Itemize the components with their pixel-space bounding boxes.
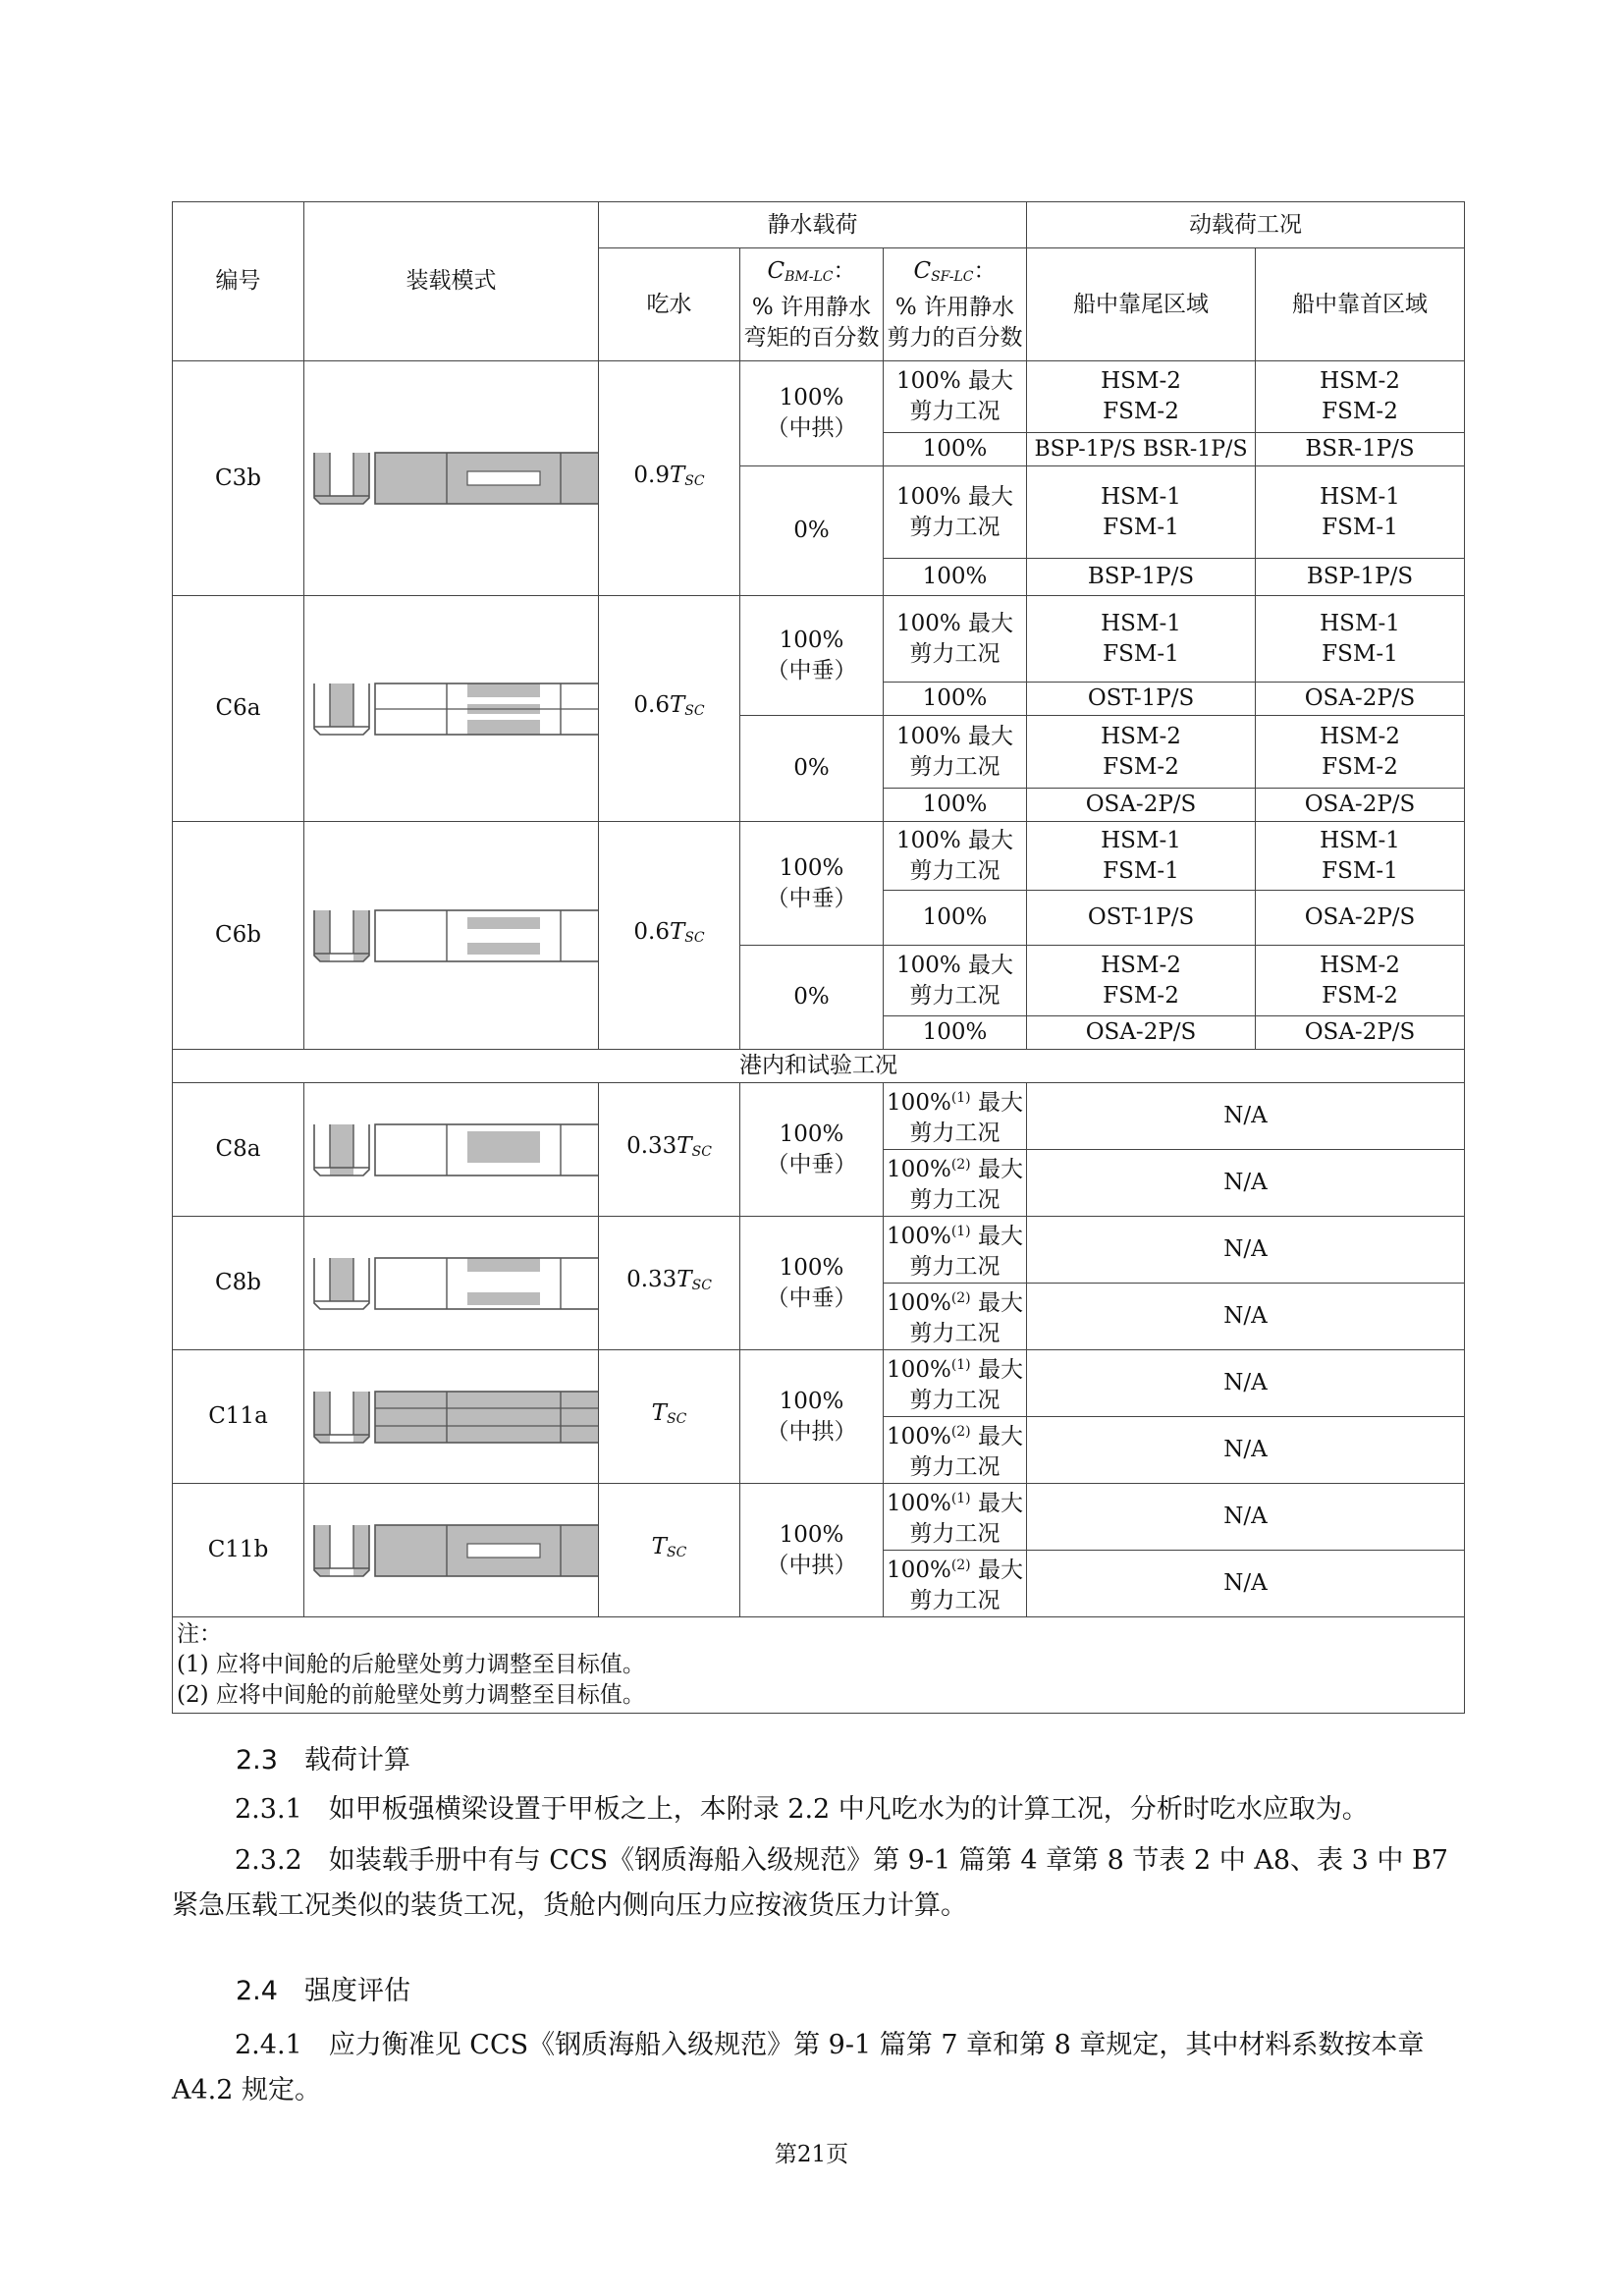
fore-cell: HSM-1 FSM-1	[1256, 466, 1465, 559]
sf-cell: 100%$^{(1)}$ 最大 剪力工况	[884, 1083, 1027, 1150]
sf-cell: 100% 最大剪力工况	[884, 596, 1027, 683]
loading-pattern-c6b	[304, 822, 599, 1050]
sf-cell: 100% 最大剪力工况	[884, 361, 1027, 433]
na-cell: N/A	[1027, 1551, 1465, 1617]
case-id: C6b	[173, 822, 304, 1050]
na-cell: N/A	[1027, 1417, 1465, 1484]
sf-cell: 100%$^{(2)}$ 最大 剪力工况	[884, 1417, 1027, 1484]
aft-cell: HSM-1 FSM-1	[1027, 822, 1256, 891]
note-1: (1) 应将中间舱的后舱壁处剪力调整至目标值。	[177, 1652, 645, 1677]
loading-pattern-diagram	[306, 907, 599, 964]
fore-cell: OSA-2P/S	[1256, 1016, 1465, 1050]
case-id: C8a	[173, 1083, 304, 1217]
aft-cell: HSM-2 FSM-2	[1027, 716, 1256, 789]
sf-cell: 100%$^{(2)}$ 最大 剪力工况	[884, 1551, 1027, 1617]
draft-cell: $T_{SC}$	[599, 1484, 740, 1617]
bm-cell: 100% （中拱）	[740, 1484, 884, 1617]
header-cbm: $C_{BM-LC}$： % 许用静水弯矩的百分数	[740, 248, 884, 361]
na-cell: N/A	[1027, 1083, 1465, 1150]
header-static: 静水载荷	[599, 202, 1027, 248]
draft-cell: $T_{SC}$	[599, 1350, 740, 1484]
loading-pattern-c8a	[304, 1083, 599, 1217]
table-notes	[173, 1617, 1465, 1714]
fore-cell: HSM-2 FSM-2	[1256, 716, 1465, 789]
fore-cell: HSM-2 FSM-2	[1256, 361, 1465, 433]
aft-cell: BSP-1P/S BSR-1P/S	[1027, 433, 1256, 466]
na-cell: N/A	[1027, 1150, 1465, 1217]
aft-cell: HSM-1 FSM-1	[1027, 596, 1256, 683]
header-fore: 船中靠首区域	[1256, 248, 1465, 361]
aft-cell: OSA-2P/S	[1027, 1016, 1256, 1050]
loading-pattern-c6a	[304, 596, 599, 822]
na-cell: N/A	[1027, 1350, 1465, 1417]
page-number: 第21页	[774, 2142, 849, 2167]
aft-cell: OSA-2P/S	[1027, 789, 1256, 822]
harbour-title: 港内和试验工况	[173, 1050, 1465, 1083]
draft-cell: $0.6T_{SC}$	[599, 596, 740, 822]
loading-pattern-c11a	[304, 1350, 599, 1484]
section-2-3-title: 2.3 载荷计算	[236, 1745, 410, 1776]
bm-cell: 100% （中垂）	[740, 822, 884, 946]
sf-cell: 100%$^{(1)}$ 最大 剪力工况	[884, 1350, 1027, 1417]
sf-cell: 100%	[884, 789, 1027, 822]
case-id: C11b	[173, 1484, 304, 1617]
sf-cell: 100%$^{(1)}$ 最大 剪力工况	[884, 1484, 1027, 1551]
sf-cell: 100%	[884, 891, 1027, 946]
loading-conditions-table	[172, 201, 1465, 1714]
header-csf: $C_{SF-LC}$： % 许用静水剪力的百分数	[884, 248, 1027, 361]
section-2-4-title: 2.4 强度评估	[236, 1976, 410, 2006]
fore-cell: OSA-2P/S	[1256, 789, 1465, 822]
paragraph-2-3-2: 2.3.2 如装载手册中有与 CCS《钢质海船入级规范》第 9-1 篇第 4 章第 8 节表 2 中 A8、表 3 中 B7 紧急压载工况类似的装货工况，货舱内侧向压力应按液货压力计算。	[172, 1845, 1448, 1921]
sf-cell: 100%$^{(2)}$ 最大 剪力工况	[884, 1284, 1027, 1350]
na-cell: N/A	[1027, 1484, 1465, 1551]
paragraph-2-3-1: 2.3.1 如甲板强横梁设置于甲板之上，本附录 2.2 中凡吃水为的计算工况，分析时吃水应取为。	[235, 1794, 1369, 1825]
fore-cell: HSM-2 FSM-2	[1256, 946, 1465, 1016]
header-draft: 吃水	[599, 248, 740, 361]
bm-cell: 100% （中垂）	[740, 596, 884, 716]
loading-pattern-diagram	[306, 1255, 599, 1312]
bm-cell: 100% （中垂）	[740, 1083, 884, 1217]
loading-pattern-diagram	[306, 681, 599, 738]
aft-cell: OST-1P/S	[1027, 683, 1256, 716]
sf-cell: 100% 最大剪力工况	[884, 946, 1027, 1016]
header-dynamic: 动载荷工况	[1027, 202, 1465, 248]
fore-cell: OSA-2P/S	[1256, 683, 1465, 716]
fore-cell: BSP-1P/S	[1256, 559, 1465, 596]
header-aft: 船中靠尾区域	[1027, 248, 1256, 361]
aft-cell: BSP-1P/S	[1027, 559, 1256, 596]
sf-cell: 100% 最大剪力工况	[884, 822, 1027, 891]
bm-cell: 0%	[740, 466, 884, 596]
sf-cell: 100%$^{(1)}$ 最大 剪力工况	[884, 1217, 1027, 1284]
header-mode: 装载模式	[304, 202, 599, 361]
bm-cell: 100% （中垂）	[740, 1217, 884, 1350]
draft-cell: $0.33T_{SC}$	[599, 1217, 740, 1350]
sf-cell: 100% 最大剪力工况	[884, 466, 1027, 559]
aft-cell: OST-1P/S	[1027, 891, 1256, 946]
loading-pattern-c8b	[304, 1217, 599, 1350]
sf-cell: 100%	[884, 1016, 1027, 1050]
bm-cell: 100% （中拱）	[740, 1350, 884, 1484]
fore-cell: OSA-2P/S	[1256, 891, 1465, 946]
aft-cell: HSM-2 FSM-2	[1027, 361, 1256, 433]
loading-pattern-c3b	[304, 361, 599, 596]
na-cell: N/A	[1027, 1217, 1465, 1284]
draft-cell: $0.6T_{SC}$	[599, 822, 740, 1050]
sf-cell: 100% 最大剪力工况	[884, 716, 1027, 789]
case-id: C11a	[173, 1350, 304, 1484]
sf-cell: 100%	[884, 683, 1027, 716]
case-id: C6a	[173, 596, 304, 822]
draft-cell: $0.9T_{SC}$	[599, 361, 740, 596]
fore-cell: HSM-1 FSM-1	[1256, 822, 1465, 891]
case-id: C3b	[173, 361, 304, 596]
sf-cell: 100%	[884, 559, 1027, 596]
notes-title: 注：	[177, 1621, 222, 1647]
loading-pattern-c11b	[304, 1484, 599, 1617]
header-id: 编号	[173, 202, 304, 361]
na-cell: N/A	[1027, 1284, 1465, 1350]
loading-pattern-diagram	[306, 450, 599, 507]
bm-cell: 0%	[740, 716, 884, 822]
note-2: (2) 应将中间舱的前舱壁处剪力调整至目标值。	[177, 1682, 645, 1708]
case-id: C8b	[173, 1217, 304, 1350]
fore-cell: HSM-1 FSM-1	[1256, 596, 1465, 683]
loading-pattern-diagram	[306, 1389, 599, 1446]
loading-pattern-diagram	[306, 1121, 599, 1178]
sf-cell: 100%	[884, 433, 1027, 466]
paragraph-2-4-1: 2.4.1 应力衡准见 CCS《钢质海船入级规范》第 9-1 篇第 7 章和第 8 章规定，其中材料系数按本章 A4.2 规定。	[172, 2030, 1425, 2105]
aft-cell: HSM-2 FSM-2	[1027, 946, 1256, 1016]
aft-cell: HSM-1 FSM-1	[1027, 466, 1256, 559]
sf-cell: 100%$^{(2)}$ 最大 剪力工况	[884, 1150, 1027, 1217]
draft-cell: $0.33T_{SC}$	[599, 1083, 740, 1217]
fore-cell: BSR-1P/S	[1256, 433, 1465, 466]
bm-cell: 0%	[740, 946, 884, 1050]
loading-pattern-diagram	[306, 1522, 599, 1579]
bm-cell: 100% （中拱）	[740, 361, 884, 466]
